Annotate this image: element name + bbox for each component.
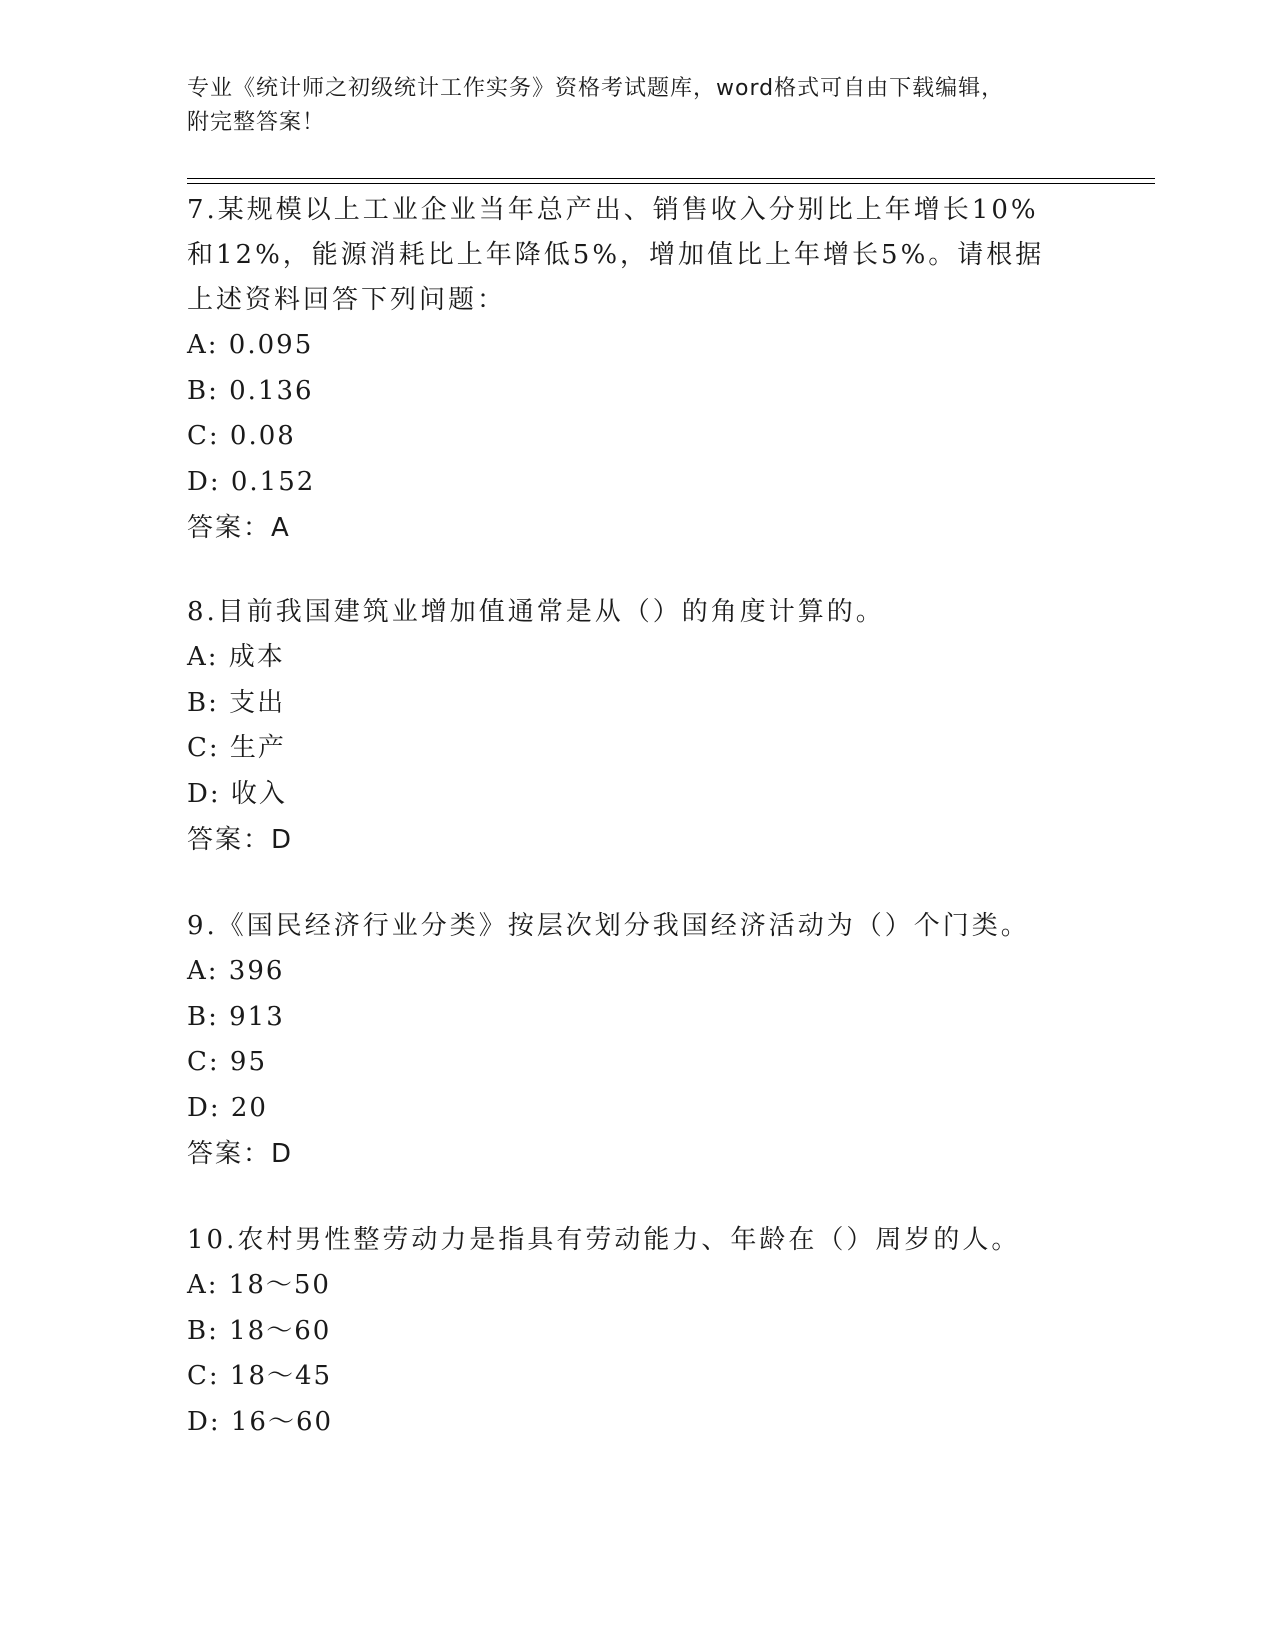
document-header (187, 72, 1087, 140)
option-a: A: 396 (187, 956, 285, 986)
option-d: D: 收入 (187, 778, 287, 809)
option-d: D: 20 (187, 1092, 268, 1123)
question-7 (187, 188, 1067, 551)
question-text: 8.目前我国建筑业增加值通常是从（）的角度计算的。 (187, 597, 885, 627)
question-text: 10.农村男性整劳动力是指具有劳动能力、年龄在（）周岁的人。 (187, 1225, 1021, 1255)
question-9 (187, 904, 1067, 1177)
question-8 (187, 590, 1067, 863)
question-10 (187, 1218, 1067, 1445)
header-line-2: 附完整答案！ (187, 110, 326, 135)
option-d: D: 0.152 (187, 466, 316, 497)
option-a: A: 0.095 (187, 330, 314, 360)
header-line-1: 专业《统计师之初级统计工作实务》资格考试题库，word格式可自由下载编辑， (187, 76, 1005, 101)
option-d: D: 16～60 (187, 1406, 334, 1437)
option-c: C: 生产 (187, 733, 286, 763)
option-c: C: 0.08 (187, 421, 296, 451)
option-c: C: 95 (187, 1047, 268, 1077)
option-a: A: 成本 (187, 642, 285, 672)
header-divider-bottom (187, 183, 1155, 184)
question-text: 7.某规模以上工业企业当年总产出、销售收入分别比上年增长10%和12%，能源消耗比上年降低5%，增加值比上年增长5%。请根据上述资料回答下列问题： (187, 195, 1045, 315)
answer: 答案：D (187, 1139, 294, 1169)
answer: 答案：D (187, 825, 294, 855)
option-b: B: 0.136 (187, 375, 314, 406)
option-b: B: 18～60 (187, 1315, 332, 1346)
option-b: B: 支出 (187, 687, 286, 718)
question-text: 9.《国民经济行业分类》按层次划分我国经济活动为（）个门类。 (187, 911, 1030, 941)
answer: 答案：A (187, 513, 291, 543)
option-a: A: 18～50 (187, 1270, 331, 1300)
header-divider-top (187, 178, 1155, 179)
option-b: B: 913 (187, 1001, 285, 1032)
option-c: C: 18～45 (187, 1361, 333, 1391)
